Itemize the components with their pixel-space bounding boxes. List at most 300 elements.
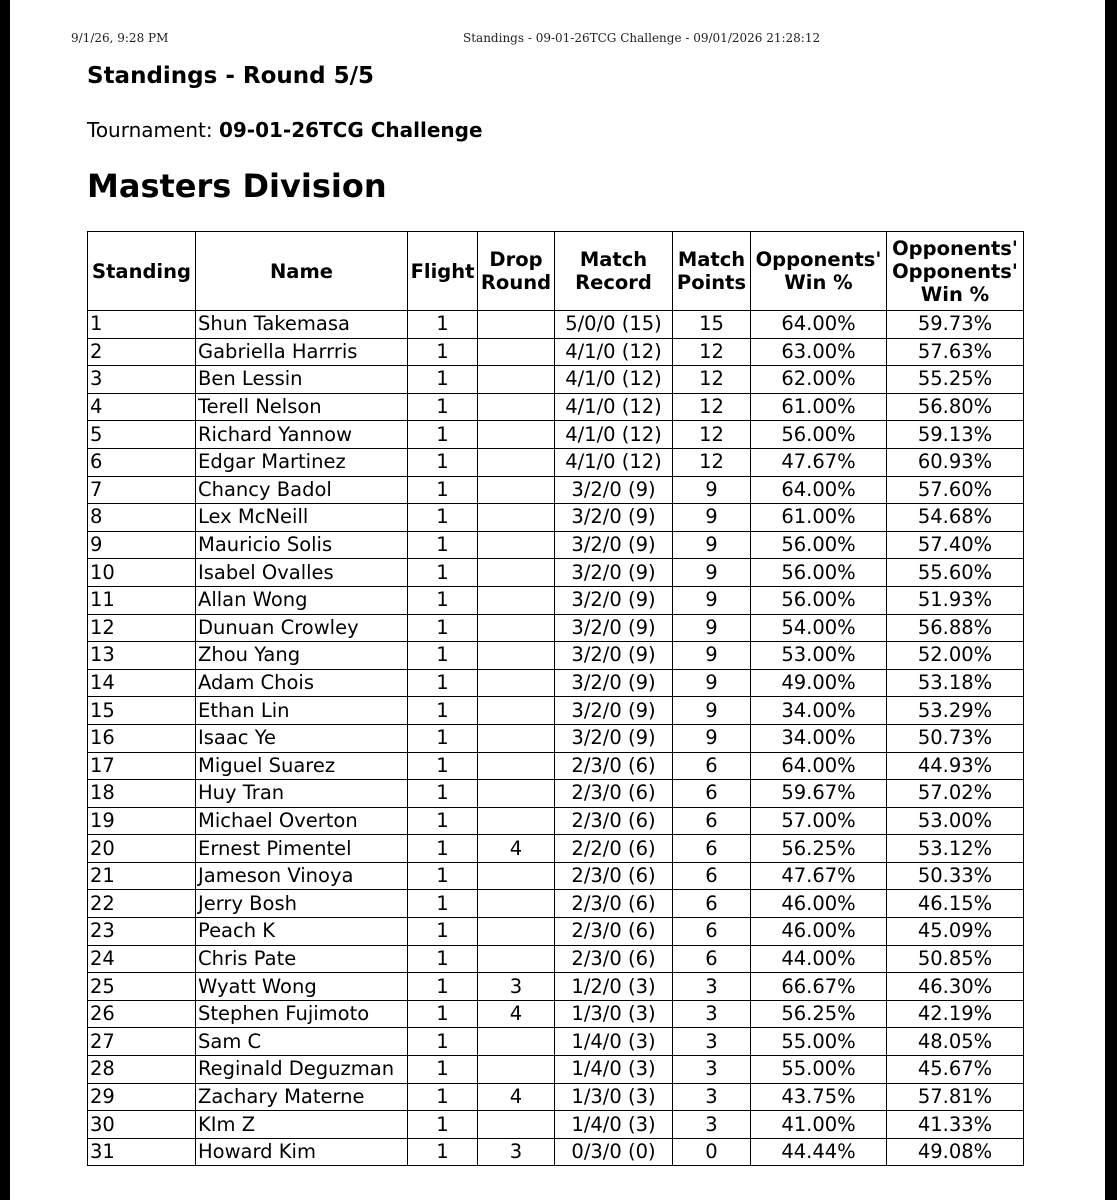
cell-flight: 1 bbox=[408, 476, 478, 504]
cell-drop-round bbox=[478, 669, 555, 697]
cell-drop-round bbox=[478, 448, 555, 476]
cell-opponents-win: 56.00% bbox=[751, 531, 887, 559]
cell-opponents-win: 64.00% bbox=[751, 311, 887, 339]
table-row bbox=[88, 642, 1024, 670]
cell-opponents-opponents-win: 56.80% bbox=[887, 393, 1024, 421]
cell-opponents-win: 55.00% bbox=[751, 1028, 887, 1056]
cell-name: Terell Nelson bbox=[196, 393, 408, 421]
table-row bbox=[88, 1083, 1024, 1111]
cell-drop-round: 4 bbox=[478, 1000, 555, 1028]
cell-match-record: 4/1/0 (12) bbox=[555, 366, 673, 394]
cell-match-record: 2/2/0 (6) bbox=[555, 835, 673, 863]
cell-opponents-win: 61.00% bbox=[751, 504, 887, 532]
cell-opponents-opponents-win: 57.60% bbox=[887, 476, 1024, 504]
cell-match-points: 9 bbox=[673, 476, 751, 504]
page-title: Standings - Round 5/5 bbox=[87, 63, 375, 89]
table-row bbox=[88, 973, 1024, 1001]
cell-drop-round bbox=[478, 1056, 555, 1084]
cell-drop-round bbox=[478, 862, 555, 890]
cell-drop-round bbox=[478, 918, 555, 946]
cell-match-record: 1/4/0 (3) bbox=[555, 1111, 673, 1139]
cell-match-record: 1/4/0 (3) bbox=[555, 1028, 673, 1056]
cell-drop-round: 4 bbox=[478, 1083, 555, 1111]
col-standing: Standing bbox=[88, 232, 196, 311]
cell-standing: 29 bbox=[88, 1083, 196, 1111]
cell-name: Chris Pate bbox=[196, 945, 408, 973]
table-row bbox=[88, 311, 1024, 339]
cell-standing: 25 bbox=[88, 973, 196, 1001]
cell-name: Isaac Ye bbox=[196, 724, 408, 752]
cell-name: Adam Chois bbox=[196, 669, 408, 697]
cell-opponents-opponents-win: 56.88% bbox=[887, 614, 1024, 642]
table-row bbox=[88, 586, 1024, 614]
cell-opponents-win: 34.00% bbox=[751, 724, 887, 752]
cell-drop-round bbox=[478, 504, 555, 532]
cell-flight: 1 bbox=[408, 311, 478, 339]
table-row bbox=[88, 945, 1024, 973]
cell-opponents-win: 54.00% bbox=[751, 614, 887, 642]
cell-match-points: 12 bbox=[673, 448, 751, 476]
table-header-row bbox=[88, 232, 1024, 311]
table-row bbox=[88, 890, 1024, 918]
cell-standing: 11 bbox=[88, 586, 196, 614]
cell-name: Howard Kim bbox=[196, 1138, 408, 1166]
cell-drop-round bbox=[478, 614, 555, 642]
table-row bbox=[88, 421, 1024, 449]
cell-flight: 1 bbox=[408, 918, 478, 946]
cell-opponents-win: 61.00% bbox=[751, 393, 887, 421]
print-doc-title: Standings - 09-01-26TCG Challenge - 09/01/2026 21:28:12 bbox=[463, 31, 821, 45]
cell-opponents-opponents-win: 52.00% bbox=[887, 642, 1024, 670]
cell-opponents-opponents-win: 46.30% bbox=[887, 973, 1024, 1001]
cell-drop-round bbox=[478, 311, 555, 339]
cell-opponents-opponents-win: 45.09% bbox=[887, 918, 1024, 946]
cell-standing: 4 bbox=[88, 393, 196, 421]
cell-match-points: 3 bbox=[673, 1083, 751, 1111]
cell-flight: 1 bbox=[408, 448, 478, 476]
cell-flight: 1 bbox=[408, 973, 478, 1001]
cell-opponents-win: 56.25% bbox=[751, 835, 887, 863]
cell-opponents-win: 63.00% bbox=[751, 338, 887, 366]
cell-match-points: 3 bbox=[673, 1000, 751, 1028]
cell-drop-round bbox=[478, 1111, 555, 1139]
cell-drop-round bbox=[478, 724, 555, 752]
table-row bbox=[88, 366, 1024, 394]
cell-opponents-win: 44.00% bbox=[751, 945, 887, 973]
cell-drop-round: 4 bbox=[478, 835, 555, 863]
cell-name: Mauricio Solis bbox=[196, 531, 408, 559]
cell-match-points: 9 bbox=[673, 669, 751, 697]
table-row bbox=[88, 1028, 1024, 1056]
cell-match-record: 3/2/0 (9) bbox=[555, 531, 673, 559]
cell-standing: 24 bbox=[88, 945, 196, 973]
cell-standing: 19 bbox=[88, 807, 196, 835]
cell-match-record: 1/4/0 (3) bbox=[555, 1056, 673, 1084]
cell-opponents-opponents-win: 50.73% bbox=[887, 724, 1024, 752]
cell-match-points: 6 bbox=[673, 780, 751, 808]
cell-opponents-win: 56.00% bbox=[751, 421, 887, 449]
cell-match-points: 6 bbox=[673, 807, 751, 835]
cell-name: Allan Wong bbox=[196, 586, 408, 614]
cell-drop-round: 3 bbox=[478, 973, 555, 1001]
cell-match-record: 1/3/0 (3) bbox=[555, 1083, 673, 1111]
cell-match-points: 3 bbox=[673, 1056, 751, 1084]
cell-match-points: 0 bbox=[673, 1138, 751, 1166]
cell-opponents-win: 62.00% bbox=[751, 366, 887, 394]
cell-standing: 31 bbox=[88, 1138, 196, 1166]
cell-standing: 14 bbox=[88, 669, 196, 697]
cell-match-points: 3 bbox=[673, 973, 751, 1001]
cell-opponents-opponents-win: 49.08% bbox=[887, 1138, 1024, 1166]
cell-standing: 15 bbox=[88, 697, 196, 725]
cell-standing: 7 bbox=[88, 476, 196, 504]
cell-flight: 1 bbox=[408, 1000, 478, 1028]
table-row bbox=[88, 697, 1024, 725]
cell-flight: 1 bbox=[408, 890, 478, 918]
cell-standing: 23 bbox=[88, 918, 196, 946]
cell-match-record: 2/3/0 (6) bbox=[555, 890, 673, 918]
table-row bbox=[88, 504, 1024, 532]
cell-match-points: 9 bbox=[673, 614, 751, 642]
cell-match-points: 6 bbox=[673, 890, 751, 918]
cell-match-record: 3/2/0 (9) bbox=[555, 476, 673, 504]
cell-match-record: 2/3/0 (6) bbox=[555, 945, 673, 973]
table-body bbox=[88, 311, 1024, 1166]
cell-match-points: 9 bbox=[673, 697, 751, 725]
cell-match-record: 3/2/0 (9) bbox=[555, 724, 673, 752]
cell-standing: 30 bbox=[88, 1111, 196, 1139]
cell-match-record: 2/3/0 (6) bbox=[555, 862, 673, 890]
cell-match-points: 12 bbox=[673, 366, 751, 394]
col-name: Name bbox=[196, 232, 408, 311]
table-row bbox=[88, 807, 1024, 835]
cell-opponents-opponents-win: 53.00% bbox=[887, 807, 1024, 835]
left-dark-edge bbox=[0, 0, 10, 1200]
cell-match-record: 1/3/0 (3) bbox=[555, 1000, 673, 1028]
cell-match-record: 0/3/0 (0) bbox=[555, 1138, 673, 1166]
cell-match-record: 5/0/0 (15) bbox=[555, 311, 673, 339]
cell-name: Huy Tran bbox=[196, 780, 408, 808]
cell-flight: 1 bbox=[408, 1138, 478, 1166]
cell-flight: 1 bbox=[408, 862, 478, 890]
cell-standing: 9 bbox=[88, 531, 196, 559]
cell-drop-round bbox=[478, 586, 555, 614]
cell-drop-round bbox=[478, 366, 555, 394]
cell-standing: 10 bbox=[88, 559, 196, 587]
print-header bbox=[10, 31, 1105, 51]
cell-flight: 1 bbox=[408, 807, 478, 835]
cell-opponents-opponents-win: 57.02% bbox=[887, 780, 1024, 808]
cell-match-points: 9 bbox=[673, 642, 751, 670]
col-match-record: Match Record bbox=[555, 232, 673, 311]
cell-name: Wyatt Wong bbox=[196, 973, 408, 1001]
cell-name: Shun Takemasa bbox=[196, 311, 408, 339]
cell-drop-round bbox=[478, 780, 555, 808]
cell-opponents-opponents-win: 54.68% bbox=[887, 504, 1024, 532]
cell-drop-round bbox=[478, 642, 555, 670]
division-heading: Masters Division bbox=[87, 167, 387, 205]
cell-opponents-opponents-win: 51.93% bbox=[887, 586, 1024, 614]
cell-opponents-win: 49.00% bbox=[751, 669, 887, 697]
cell-name: Edgar Martinez bbox=[196, 448, 408, 476]
cell-standing: 13 bbox=[88, 642, 196, 670]
table-row bbox=[88, 724, 1024, 752]
cell-drop-round: 3 bbox=[478, 1138, 555, 1166]
cell-standing: 1 bbox=[88, 311, 196, 339]
table-row bbox=[88, 862, 1024, 890]
printed-page bbox=[10, 0, 1105, 1200]
cell-match-record: 1/2/0 (3) bbox=[555, 973, 673, 1001]
cell-opponents-opponents-win: 46.15% bbox=[887, 890, 1024, 918]
cell-flight: 1 bbox=[408, 338, 478, 366]
cell-standing: 16 bbox=[88, 724, 196, 752]
table-row bbox=[88, 1138, 1024, 1166]
table-row bbox=[88, 393, 1024, 421]
cell-match-points: 6 bbox=[673, 835, 751, 863]
cell-opponents-win: 43.75% bbox=[751, 1083, 887, 1111]
cell-opponents-win: 46.00% bbox=[751, 918, 887, 946]
cell-opponents-opponents-win: 42.19% bbox=[887, 1000, 1024, 1028]
table-row bbox=[88, 448, 1024, 476]
cell-opponents-win: 56.25% bbox=[751, 1000, 887, 1028]
table-row bbox=[88, 669, 1024, 697]
cell-opponents-win: 53.00% bbox=[751, 642, 887, 670]
cell-name: Zhou Yang bbox=[196, 642, 408, 670]
cell-standing: 26 bbox=[88, 1000, 196, 1028]
cell-name: Sam C bbox=[196, 1028, 408, 1056]
cell-name: Dunuan Crowley bbox=[196, 614, 408, 642]
cell-opponents-win: 34.00% bbox=[751, 697, 887, 725]
cell-match-record: 3/2/0 (9) bbox=[555, 586, 673, 614]
cell-opponents-win: 66.67% bbox=[751, 973, 887, 1001]
col-flight: Flight bbox=[408, 232, 478, 311]
cell-name: Richard Yannow bbox=[196, 421, 408, 449]
cell-opponents-win: 55.00% bbox=[751, 1056, 887, 1084]
cell-drop-round bbox=[478, 890, 555, 918]
cell-flight: 1 bbox=[408, 724, 478, 752]
cell-standing: 6 bbox=[88, 448, 196, 476]
cell-flight: 1 bbox=[408, 504, 478, 532]
cell-name: KIm Z bbox=[196, 1111, 408, 1139]
cell-match-record: 3/2/0 (9) bbox=[555, 642, 673, 670]
col-drop-round: Drop Round bbox=[478, 232, 555, 311]
cell-match-record: 3/2/0 (9) bbox=[555, 504, 673, 532]
cell-match-record: 4/1/0 (12) bbox=[555, 421, 673, 449]
cell-opponents-opponents-win: 55.25% bbox=[887, 366, 1024, 394]
cell-standing: 18 bbox=[88, 780, 196, 808]
cell-drop-round bbox=[478, 945, 555, 973]
cell-opponents-win: 64.00% bbox=[751, 752, 887, 780]
cell-opponents-opponents-win: 50.85% bbox=[887, 945, 1024, 973]
cell-opponents-opponents-win: 55.60% bbox=[887, 559, 1024, 587]
cell-flight: 1 bbox=[408, 421, 478, 449]
cell-standing: 5 bbox=[88, 421, 196, 449]
cell-match-points: 9 bbox=[673, 559, 751, 587]
cell-flight: 1 bbox=[408, 1111, 478, 1139]
col-match-points: Match Points bbox=[673, 232, 751, 311]
cell-match-points: 3 bbox=[673, 1111, 751, 1139]
cell-opponents-opponents-win: 45.67% bbox=[887, 1056, 1024, 1084]
cell-opponents-opponents-win: 57.63% bbox=[887, 338, 1024, 366]
cell-opponents-opponents-win: 57.40% bbox=[887, 531, 1024, 559]
cell-flight: 1 bbox=[408, 1056, 478, 1084]
table-row bbox=[88, 559, 1024, 587]
right-dark-edge bbox=[1105, 0, 1117, 1200]
cell-flight: 1 bbox=[408, 642, 478, 670]
cell-opponents-win: 46.00% bbox=[751, 890, 887, 918]
cell-opponents-opponents-win: 48.05% bbox=[887, 1028, 1024, 1056]
cell-match-points: 12 bbox=[673, 338, 751, 366]
cell-name: Isabel Ovalles bbox=[196, 559, 408, 587]
cell-drop-round bbox=[478, 752, 555, 780]
cell-opponents-win: 56.00% bbox=[751, 559, 887, 587]
cell-standing: 20 bbox=[88, 835, 196, 863]
cell-match-record: 4/1/0 (12) bbox=[555, 393, 673, 421]
cell-opponents-win: 44.44% bbox=[751, 1138, 887, 1166]
cell-match-points: 12 bbox=[673, 393, 751, 421]
cell-drop-round bbox=[478, 559, 555, 587]
table-row bbox=[88, 614, 1024, 642]
cell-name: Gabriella Harrris bbox=[196, 338, 408, 366]
standings-table bbox=[87, 231, 1024, 1166]
table-row bbox=[88, 476, 1024, 504]
cell-name: Ben Lessin bbox=[196, 366, 408, 394]
cell-match-points: 3 bbox=[673, 1028, 751, 1056]
cell-match-points: 15 bbox=[673, 311, 751, 339]
cell-opponents-win: 56.00% bbox=[751, 586, 887, 614]
cell-flight: 1 bbox=[408, 614, 478, 642]
cell-match-record: 3/2/0 (9) bbox=[555, 559, 673, 587]
table-row bbox=[88, 1056, 1024, 1084]
cell-flight: 1 bbox=[408, 586, 478, 614]
cell-match-points: 6 bbox=[673, 945, 751, 973]
cell-match-record: 3/2/0 (9) bbox=[555, 697, 673, 725]
table-row bbox=[88, 338, 1024, 366]
col-opponents-opponents-win: Opponents' Opponents' Win % bbox=[887, 232, 1024, 311]
cell-name: Reginald Deguzman bbox=[196, 1056, 408, 1084]
table-row bbox=[88, 1111, 1024, 1139]
print-datetime: 9/1/26, 9:28 PM bbox=[71, 31, 169, 45]
cell-name: Lex McNeill bbox=[196, 504, 408, 532]
cell-opponents-opponents-win: 53.12% bbox=[887, 835, 1024, 863]
cell-opponents-opponents-win: 53.18% bbox=[887, 669, 1024, 697]
cell-drop-round bbox=[478, 393, 555, 421]
cell-match-points: 12 bbox=[673, 421, 751, 449]
cell-name: Jerry Bosh bbox=[196, 890, 408, 918]
cell-name: Miguel Suarez bbox=[196, 752, 408, 780]
cell-match-record: 3/2/0 (9) bbox=[555, 669, 673, 697]
table-row bbox=[88, 835, 1024, 863]
cell-name: Peach K bbox=[196, 918, 408, 946]
cell-name: Chancy Badol bbox=[196, 476, 408, 504]
cell-match-points: 6 bbox=[673, 862, 751, 890]
cell-flight: 1 bbox=[408, 531, 478, 559]
cell-flight: 1 bbox=[408, 669, 478, 697]
table-row bbox=[88, 780, 1024, 808]
cell-match-points: 6 bbox=[673, 918, 751, 946]
cell-opponents-win: 41.00% bbox=[751, 1111, 887, 1139]
cell-opponents-opponents-win: 53.29% bbox=[887, 697, 1024, 725]
cell-opponents-opponents-win: 60.93% bbox=[887, 448, 1024, 476]
cell-opponents-win: 64.00% bbox=[751, 476, 887, 504]
cell-flight: 1 bbox=[408, 1028, 478, 1056]
cell-standing: 8 bbox=[88, 504, 196, 532]
cell-drop-round bbox=[478, 421, 555, 449]
cell-match-record: 3/2/0 (9) bbox=[555, 614, 673, 642]
cell-opponents-win: 59.67% bbox=[751, 780, 887, 808]
table-row bbox=[88, 752, 1024, 780]
cell-flight: 1 bbox=[408, 752, 478, 780]
cell-flight: 1 bbox=[408, 945, 478, 973]
cell-opponents-win: 47.67% bbox=[751, 448, 887, 476]
cell-drop-round bbox=[478, 807, 555, 835]
cell-match-record: 4/1/0 (12) bbox=[555, 338, 673, 366]
cell-opponents-opponents-win: 57.81% bbox=[887, 1083, 1024, 1111]
cell-flight: 1 bbox=[408, 1083, 478, 1111]
cell-match-record: 2/3/0 (6) bbox=[555, 780, 673, 808]
cell-match-points: 9 bbox=[673, 531, 751, 559]
tournament-name: 09-01-26TCG Challenge bbox=[218, 118, 483, 142]
cell-standing: 2 bbox=[88, 338, 196, 366]
cell-match-record: 2/3/0 (6) bbox=[555, 918, 673, 946]
cell-name: Zachary Materne bbox=[196, 1083, 408, 1111]
cell-flight: 1 bbox=[408, 393, 478, 421]
cell-standing: 27 bbox=[88, 1028, 196, 1056]
cell-opponents-opponents-win: 59.13% bbox=[887, 421, 1024, 449]
cell-standing: 21 bbox=[88, 862, 196, 890]
cell-name: Michael Overton bbox=[196, 807, 408, 835]
cell-flight: 1 bbox=[408, 780, 478, 808]
cell-match-points: 6 bbox=[673, 752, 751, 780]
cell-drop-round bbox=[478, 476, 555, 504]
cell-match-record: 2/3/0 (6) bbox=[555, 807, 673, 835]
cell-match-points: 9 bbox=[673, 586, 751, 614]
cell-opponents-opponents-win: 59.73% bbox=[887, 311, 1024, 339]
cell-standing: 12 bbox=[88, 614, 196, 642]
cell-flight: 1 bbox=[408, 835, 478, 863]
cell-drop-round bbox=[478, 338, 555, 366]
cell-match-record: 2/3/0 (6) bbox=[555, 752, 673, 780]
cell-opponents-opponents-win: 50.33% bbox=[887, 862, 1024, 890]
cell-drop-round bbox=[478, 1028, 555, 1056]
cell-name: Stephen Fujimoto bbox=[196, 1000, 408, 1028]
cell-match-points: 9 bbox=[673, 504, 751, 532]
cell-flight: 1 bbox=[408, 559, 478, 587]
cell-opponents-win: 57.00% bbox=[751, 807, 887, 835]
cell-drop-round bbox=[478, 697, 555, 725]
tournament-label: Tournament: bbox=[87, 118, 213, 142]
col-opponents-win: Opponents' Win % bbox=[751, 232, 887, 311]
cell-name: Ernest Pimentel bbox=[196, 835, 408, 863]
table-row bbox=[88, 1000, 1024, 1028]
cell-standing: 22 bbox=[88, 890, 196, 918]
cell-name: Ethan Lin bbox=[196, 697, 408, 725]
cell-opponents-opponents-win: 44.93% bbox=[887, 752, 1024, 780]
tournament-line bbox=[87, 118, 483, 142]
cell-opponents-win: 47.67% bbox=[751, 862, 887, 890]
cell-match-points: 9 bbox=[673, 724, 751, 752]
cell-opponents-opponents-win: 41.33% bbox=[887, 1111, 1024, 1139]
cell-name: Jameson Vinoya bbox=[196, 862, 408, 890]
table-row bbox=[88, 531, 1024, 559]
cell-standing: 3 bbox=[88, 366, 196, 394]
cell-flight: 1 bbox=[408, 366, 478, 394]
cell-drop-round bbox=[478, 531, 555, 559]
cell-standing: 17 bbox=[88, 752, 196, 780]
cell-flight: 1 bbox=[408, 697, 478, 725]
table-row bbox=[88, 918, 1024, 946]
cell-standing: 28 bbox=[88, 1056, 196, 1084]
